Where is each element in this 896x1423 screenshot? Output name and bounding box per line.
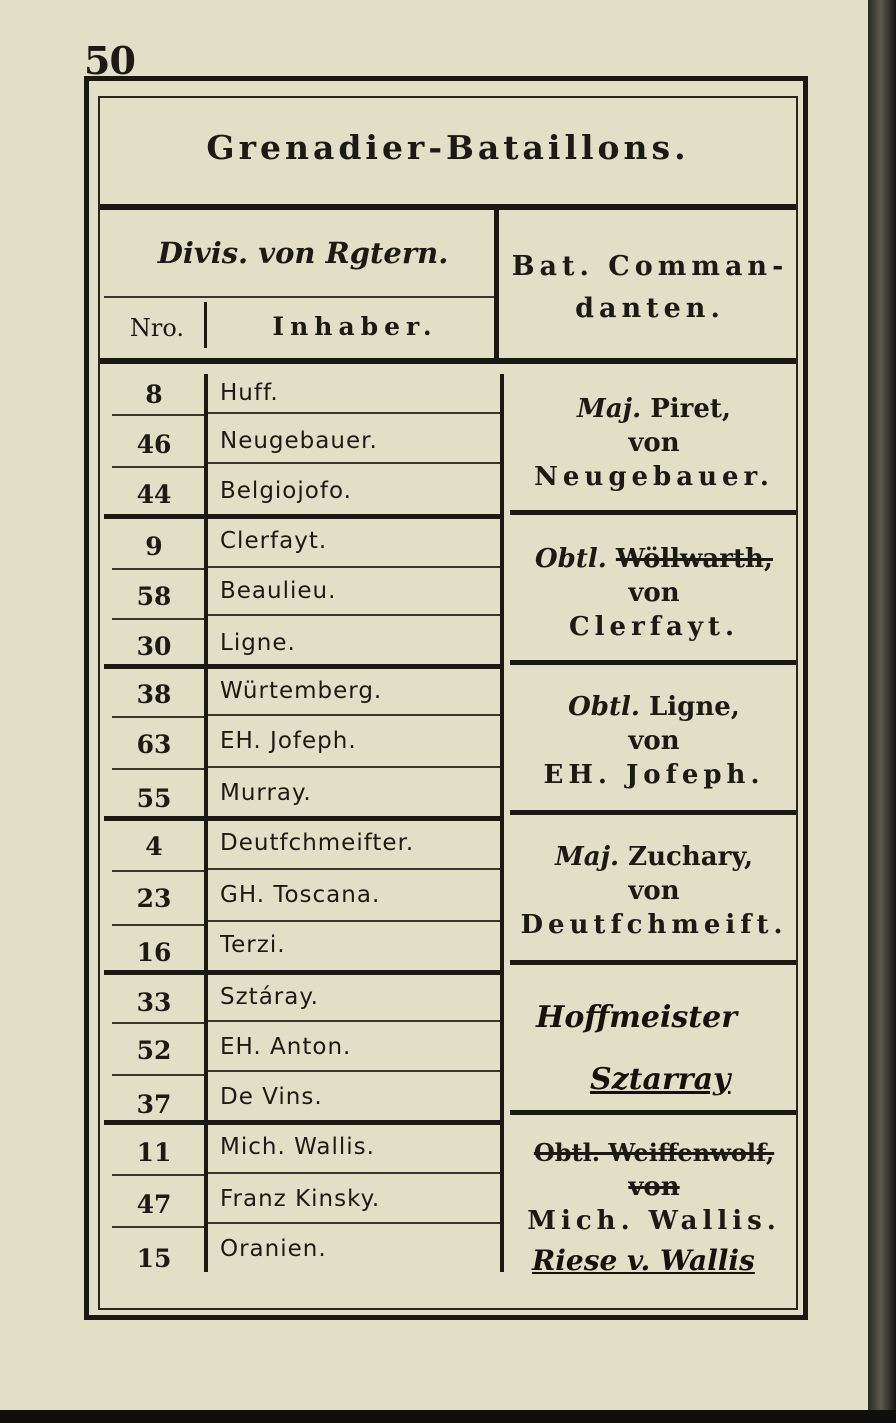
commander-block xyxy=(506,392,802,494)
row-nro: 16 xyxy=(136,938,172,967)
row-inhaber: Clerfayt. xyxy=(220,528,328,554)
group-rule xyxy=(104,1120,500,1125)
row-rule xyxy=(208,412,500,414)
rule-title xyxy=(100,204,796,210)
commander-block xyxy=(506,690,802,792)
row-rule xyxy=(208,566,500,568)
commander-rank: Obtl. xyxy=(568,692,640,722)
row-nro: 30 xyxy=(136,632,172,661)
row-inhaber: Oranien. xyxy=(220,1236,327,1262)
commander-name: Ligne, xyxy=(649,692,740,722)
group-rule xyxy=(104,664,500,669)
row-nro: 47 xyxy=(136,1190,172,1219)
rule-divis xyxy=(104,296,496,298)
group-rule xyxy=(510,510,796,515)
header-divis: Divis. von Rgtern. xyxy=(157,236,449,270)
handwritten-name: Hoffmeister xyxy=(536,1000,738,1035)
row-inhaber: EH. Anton. xyxy=(220,1034,352,1060)
row-inhaber: Sztáray. xyxy=(220,984,319,1010)
row-rule xyxy=(112,618,204,620)
commander-block xyxy=(506,542,802,644)
commander-regiment: Neugebauer. xyxy=(534,462,774,492)
row-nro: 46 xyxy=(136,430,172,459)
row-inhaber: Mich. Wallis. xyxy=(220,1134,375,1160)
commander-name-struck: Obtl. Weiffenwolf, xyxy=(533,1138,775,1167)
row-rule xyxy=(112,716,204,718)
commander-von: von xyxy=(628,726,680,756)
handwritten-name: Sztarray xyxy=(590,1062,731,1097)
commander-block xyxy=(506,840,802,942)
group-rule xyxy=(510,810,796,815)
header-subcol-divider xyxy=(204,302,207,348)
row-rule xyxy=(208,1222,500,1224)
row-rule xyxy=(208,1070,500,1072)
row-nro: 4 xyxy=(145,832,163,861)
handwritten-annotation: Riese v. Wallis xyxy=(532,1244,755,1277)
row-nro: 58 xyxy=(136,582,172,611)
row-inhaber: Franz Kinsky. xyxy=(220,1186,381,1212)
row-nro: 44 xyxy=(136,480,172,509)
commander-von: von xyxy=(628,428,680,458)
row-nro: 33 xyxy=(136,988,172,1017)
row-rule xyxy=(112,768,204,770)
row-inhaber: Würtemberg. xyxy=(220,678,383,704)
row-rule xyxy=(112,924,204,926)
table-title: Grenadier-Bataillons. xyxy=(206,128,690,167)
row-rule xyxy=(112,870,204,872)
commander-regiment: Mich. Wallis. xyxy=(527,1206,781,1236)
row-nro: 52 xyxy=(136,1036,172,1065)
commander-rank: Maj. xyxy=(555,842,620,872)
commander-name: Zuchary, xyxy=(628,842,753,872)
group-rule xyxy=(510,660,796,665)
row-nro: 55 xyxy=(136,784,172,813)
row-inhaber: Terzi. xyxy=(220,932,286,958)
header-nro: Nro. xyxy=(129,314,185,342)
group-rule xyxy=(510,1110,796,1115)
row-rule xyxy=(208,1020,500,1022)
row-nro: 15 xyxy=(136,1244,172,1273)
row-inhaber: GH. Toscana. xyxy=(220,882,381,908)
row-rule xyxy=(112,466,204,468)
row-nro: 23 xyxy=(136,884,172,913)
page-number: 50 xyxy=(84,38,135,83)
row-rule xyxy=(112,1022,204,1024)
commander-name: Piret, xyxy=(650,394,731,424)
group-rule xyxy=(510,960,796,965)
header-commandanten: Bat. Comman-danten. xyxy=(511,251,789,324)
book-edge xyxy=(868,0,896,1410)
row-rule xyxy=(208,1172,500,1174)
row-inhaber: Huff. xyxy=(220,380,279,406)
row-inhaber: EH. Jofeph. xyxy=(220,728,357,754)
row-rule xyxy=(112,414,204,416)
row-rule xyxy=(112,1226,204,1228)
row-rule xyxy=(208,766,500,768)
rule-header xyxy=(100,358,796,364)
group-rule xyxy=(104,514,500,519)
row-inhaber: Neugebauer. xyxy=(220,428,378,454)
row-nro: 38 xyxy=(136,680,172,709)
row-rule xyxy=(112,568,204,570)
commander-rank: Maj. xyxy=(577,394,642,424)
row-inhaber: Murray. xyxy=(220,780,312,806)
commander-von-struck: von xyxy=(628,1172,680,1202)
row-rule xyxy=(208,868,500,870)
commander-regiment: Clerfayt. xyxy=(568,612,739,642)
row-rule xyxy=(208,614,500,616)
row-inhaber: De Vins. xyxy=(220,1084,323,1110)
row-inhaber: Belgiojofo. xyxy=(220,478,352,504)
row-rule xyxy=(112,1174,204,1176)
row-rule xyxy=(208,920,500,922)
row-nro: 11 xyxy=(136,1138,172,1167)
row-nro: 8 xyxy=(145,380,163,409)
row-rule xyxy=(208,714,500,716)
commander-block xyxy=(506,1136,802,1238)
row-nro: 63 xyxy=(136,730,172,759)
commander-regiment: EH. Jofeph. xyxy=(543,760,765,790)
row-inhaber: Deutfchmeifter. xyxy=(220,830,415,856)
commander-name-struck: Wöllwarth, xyxy=(615,544,773,574)
row-inhaber: Beaulieu. xyxy=(220,578,337,604)
group-rule xyxy=(104,970,500,975)
col-divider-nro xyxy=(204,374,208,1272)
row-inhaber: Ligne. xyxy=(220,630,296,656)
commander-rank: Obtl. xyxy=(535,544,607,574)
header-inhaber: Inhaber. xyxy=(272,312,438,341)
row-nro: 37 xyxy=(136,1090,172,1119)
commander-von: von xyxy=(628,578,680,608)
col-divider-cmd xyxy=(500,374,504,1272)
row-nro: 9 xyxy=(145,532,163,561)
group-rule xyxy=(104,816,500,821)
commander-von: von xyxy=(628,876,680,906)
commander-regiment: Deutfchmeift. xyxy=(520,910,788,940)
row-rule xyxy=(208,462,500,464)
row-rule xyxy=(112,1074,204,1076)
